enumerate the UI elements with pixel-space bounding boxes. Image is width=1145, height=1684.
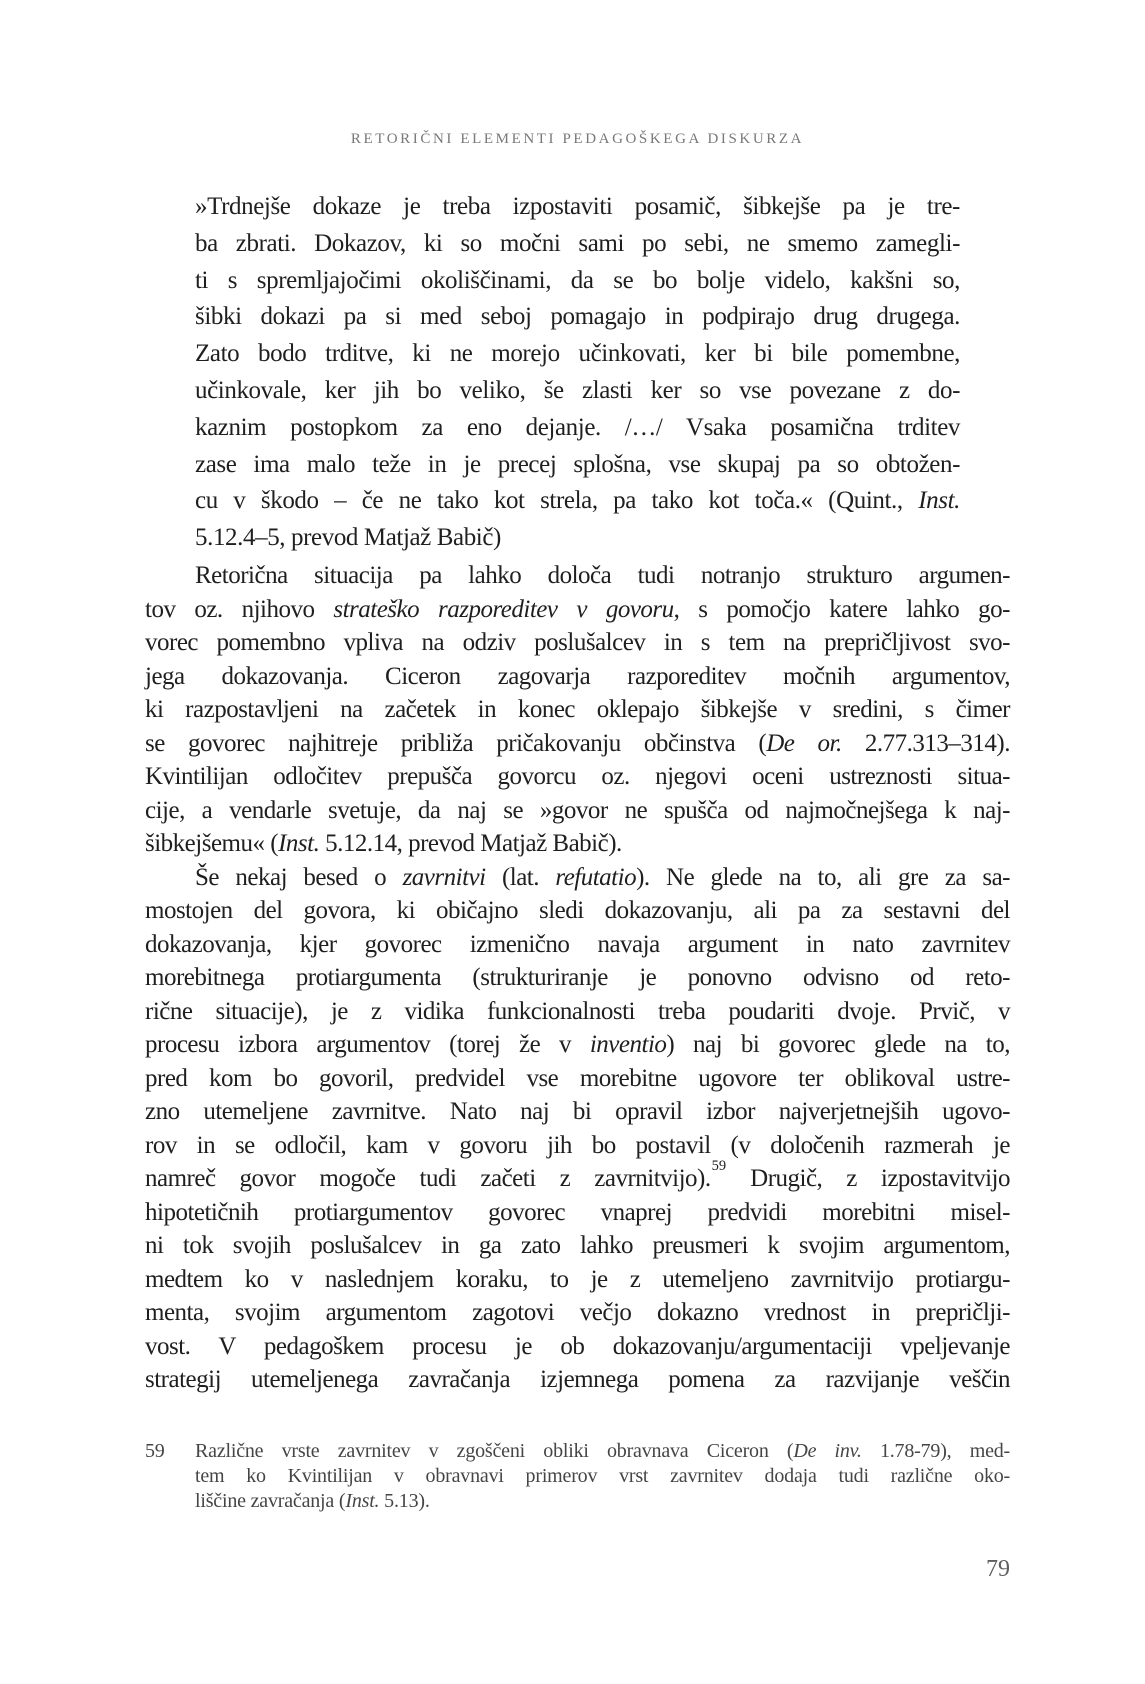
page-number: 79 <box>986 1556 1010 1582</box>
text-line: hipotetičnih protiargumentov govorec vnaprej predvidi morebitni misel- <box>145 1198 1010 1226</box>
text-line: zase ima malo teže in je precej splošna, vse skupaj pa so obtožen- <box>195 450 960 478</box>
footnote-reference: 59 <box>711 1158 727 1175</box>
text-line: morebitnega protiargumenta (strukturiranje je ponovno odvisno od reto- <box>145 964 1010 991</box>
body-text <box>145 559 1010 1397</box>
italic-text: Inst. <box>345 1490 380 1512</box>
text-line: tem ko Kvintilijan v obravnavi primerov vrst zavrnitev dodaja tudi različne oko- <box>195 1465 1010 1487</box>
paragraph <box>145 559 1010 861</box>
text-line: ni tok svojih poslušalcev in ga zato lahko preusmeri k svojim argumentom, <box>145 1232 1010 1259</box>
text-line: procesu izbora argumentov (torej že v inventio) naj bi govorec glede na to, <box>145 1031 1011 1058</box>
text-line: vorec pomembno vpliva na odziv poslušalcev in s tem na prepričljivost svo- <box>145 629 1010 656</box>
footnote-text <box>195 1439 1010 1514</box>
text-line: Še nekaj besed o zavrnitvi (lat. refutatio). Ne glede na to, ali gre za sa- <box>195 863 1010 891</box>
italic-text: refutatio <box>555 863 637 891</box>
text-line: cije, a vendarle svetuje, da naj se »govor ne spušča od najmočnejšega k naj- <box>145 796 1010 824</box>
text-line: medtem ko v naslednjem koraku, to je z utemeljeno zavrnitvijo protiargu- <box>145 1265 1010 1293</box>
text-line: rične situacije), je z vidika funkcionalnosti treba poudariti dvoje. Prvič, v <box>145 997 1010 1025</box>
text-line: rov in se odločil, kam v govoru jih bo postavil (v določenih razmerah je <box>145 1131 1010 1159</box>
text-line: ti s spremljajočimi okoliščinami, da se bo bolje videlo, kakšni so, <box>195 266 960 294</box>
italic-text: inventio <box>589 1031 667 1058</box>
text-line: šibkejšemu« (Inst. 5.12.14, prevod Matjaž Babič). <box>145 830 622 857</box>
block-quote <box>195 189 960 557</box>
text-line: »Trdnejše dokaze je treba izpostaviti posamič, šibkejše pa je tre- <box>195 193 960 220</box>
text-line: ba zbrati. Dokazov, ki so močni sami po sebi, ne smemo zamegli- <box>195 229 960 257</box>
text-line: menta, svojim argumentom zagotovi večjo dokazno vrednost in prepričlji- <box>145 1299 1010 1326</box>
text-line: ki razpostavljeni na začetek in konec oklepajo šibkejše v sredini, s čimer <box>145 696 1010 723</box>
text-line: Zato bodo trditve, ki ne morejo učinkovati, ker bi bile pomembne, <box>195 340 960 368</box>
footnote-number: 59 <box>145 1440 165 1462</box>
running-header: RETORIČNI ELEMENTI PEDAGOŠKEGA DISKURZA <box>350 131 805 147</box>
text-line: namreč govor mogoče tudi začeti z zavrnitvijo).$^{59}$ Drugič, z izpostavitvijo <box>145 1158 1010 1192</box>
text-line: kaznim postopkom za eno dejanje. /…/ Vsaka posamična trditev <box>195 413 960 441</box>
text-line: pred kom bo govoril, predvidel vse morebitne ugovore ter oblikoval ustre- <box>145 1064 1010 1092</box>
italic-text: Inst. <box>918 487 960 515</box>
text-line: dokazovanja, kjer govorec izmenično navaja argument in nato zavrnitev <box>145 930 1010 958</box>
italic-text: Inst. <box>278 830 320 857</box>
text-line: strategij utemeljenega zavračanja izjemnega pomena za razvijanje veščin <box>145 1366 1010 1393</box>
text-line: Kvintilijan odločitev prepušča govorcu oz. njegovi oceni ustreznosti situa- <box>145 763 1010 790</box>
text-line: šibki dokazi pa si med seboj pomagajo in podpirajo drug drugega. <box>195 303 960 331</box>
italic-text: strateško razporeditev v govoru <box>333 595 674 623</box>
text-line: jega dokazovanja. Ciceron zagovarja razporeditev močnih argumentov, <box>145 662 1010 690</box>
text-line: se govorec najhitreje približa pričakovanju občinstva (De or. 2.77.313–314). <box>145 729 1011 757</box>
text-line: 5.12.4–5, prevod Matjaž Babič) <box>195 524 501 552</box>
text-line: mostojen del govora, ki običajno sledi dokazovanju, ali pa za sestavni del <box>145 897 1010 924</box>
text-line: učinkovale, ker jih bo veliko, še zlasti ker so vse povezane z do- <box>195 376 960 404</box>
paragraph <box>145 861 1010 1397</box>
text-line: cu v škodo – če ne tako kot strela, pa tako kot toča.« (Quint., Inst. <box>195 487 960 515</box>
text-line: tov oz. njihovo strateško razporeditev v govoru, s pomočjo katere lahko go- <box>145 595 1010 623</box>
text-line: vost. V pedagoškem procesu je ob dokazovanju/argumentaciji vpeljevanje <box>145 1332 1010 1360</box>
text-line: zno utemeljene zavrnitve. Nato naj bi opravil izbor najverjetnejših ugovo- <box>145 1098 1010 1125</box>
italic-text: De or. <box>766 729 842 757</box>
footnote <box>145 1439 1010 1514</box>
italic-text: De inv. <box>793 1440 862 1462</box>
text-line: Različne vrste zavrnitev v zgoščeni obliki obravnava Ciceron (De inv. 1.78-79), med- <box>195 1440 1011 1462</box>
text-line: Retorična situacija pa lahko določa tudi notranjo strukturo argumen- <box>195 562 1010 589</box>
text-line: liščine zavračanja (Inst. 5.13). <box>195 1490 430 1512</box>
footnote-body <box>145 1439 1010 1514</box>
italic-text: zavrnitvi <box>402 863 486 891</box>
